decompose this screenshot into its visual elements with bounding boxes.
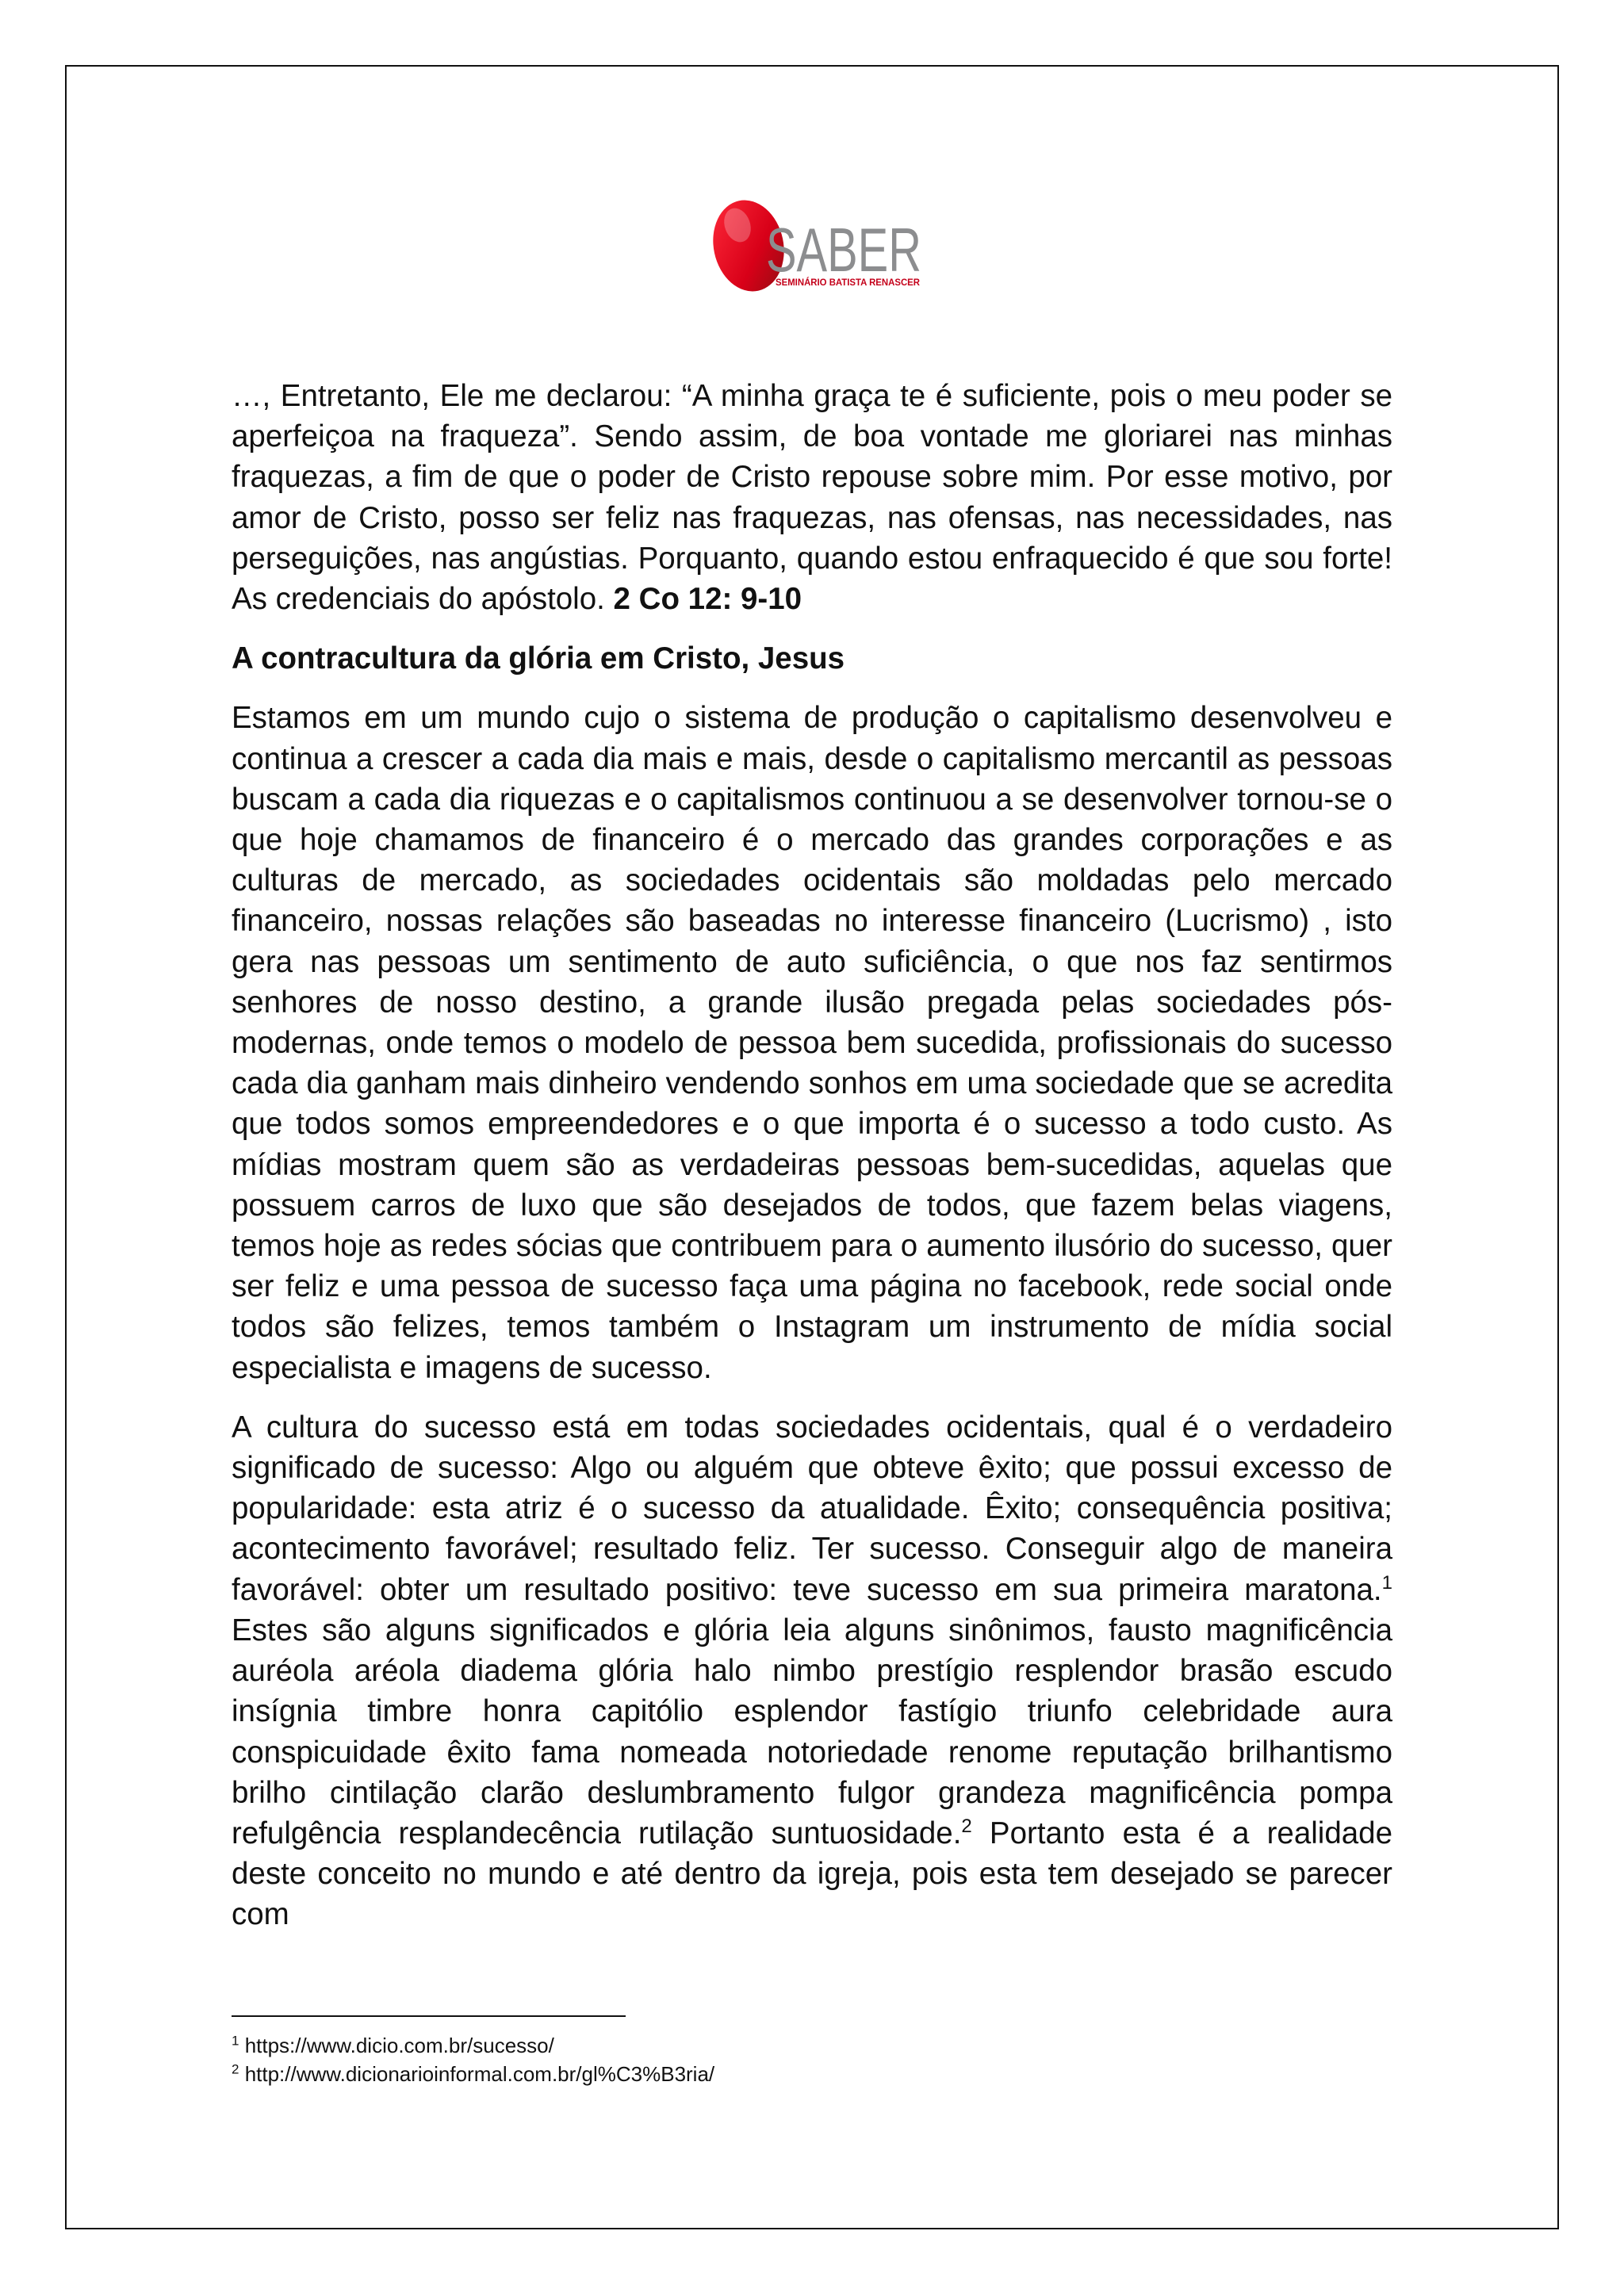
quote-reference: 2 Co 12: 9-10 (613, 582, 802, 617)
bible-quote (232, 376, 1392, 619)
footnote-number-1: 1 (232, 2033, 239, 2049)
footnote-number-2: 2 (232, 2061, 239, 2077)
paragraph-2-part-1: A cultura do sucesso está em todas sociedades ocidentais, qual é o verdadeiro significado de sucesso: Algo ou alguém que obteve êxito; que possui excesso de popularidade: esta atriz é o sucesso da atualidade. Êxito; consequência positiva; acontecimento favorável; resultado feliz. Ter sucesso. Conseguir algo de maneira favorável: obter um resultado positivo: teve sucesso em sua primeira maratona. (232, 1410, 1392, 1607)
paragraph-2-part-2: Estes são alguns significados e glória leia alguns sinônimos, fausto magnificência auréola aréola diadema glória halo nimbo prestígio resplendor brasão escudo insígnia timbre honra capitólio esplendor fastígio triunfo celebridade aura conspicuidade êxito fama nomeada notoriedade renome reputação brilhantismo brilho cintilação clarão deslumbramento fulgor grandeza magnificência pompa refulgência resplandecência rutilação suntuosidade. (232, 1613, 1392, 1850)
footnote-link-2[interactable]: http://www.dicionarioinformal.com.br/gl%C3%B3ria/ (239, 2062, 715, 2086)
logo-wordmark: SABER (766, 215, 921, 285)
footnote-link-1[interactable]: https://www.dicio.com.br/sucesso/ (239, 2034, 554, 2057)
paragraph-2-part-3: Portanto esta é a realidade deste conceito no mundo e até dentro da igreja, pois esta tem desejado se parecer com (232, 1816, 1392, 1932)
paragraph-1: Estamos em um mundo cujo o sistema de produção o capitalismo desenvolveu e continua a crescer a cada dia mais e mais, desde o capitalismo mercantil as pessoas buscam a cada dia riquezas e o capitalismos continuou a se desenvolver tornou-se o que hoje chamamos de financeiro é o mercado das grandes corporações e as culturas de mercado, as sociedades ocidentais são moldadas pelo mercado financeiro, nossas relações são baseadas no interesse financeiro (Lucrismo) , isto gera nas pessoas um sentimento de auto suficiência, o que nos faz sentirmos senhores de nosso destino, a grande ilusão pregada pelas sociedades pós-modernas, onde temos o modelo de pessoa bem sucedida, profissionais do sucesso cada dia ganham mais dinheiro vendendo sonhos em uma sociedade que se acredita que todos somos empreendedores e o que importa é o sucesso a todo custo. As mídias mostram quem são as verdadeiras pessoas bem-sucedidas, aquelas que possuem carros de luxo que são desejados de todos, que fazem belas viagens, temos hoje as redes sócias que contribuem para o aumento ilusório do sucesso, quer ser feliz e uma pessoa de sucesso faça uma página no facebook, rede social onde todos são felizes, temos também o Instagram um instrumento de mídia social especialista e imagens de sucesso. (232, 701, 1392, 1385)
document-body (232, 376, 1392, 1954)
footnote-ref-2[interactable]: 2 (961, 1816, 972, 1838)
footnote-1 (232, 2031, 1262, 2060)
quote-text: …, Entretanto, Ele me declarou: “A minha graça te é suficiente, pois o meu poder se aperfeiçoa na fraqueza”. Sendo assim, de boa vontade me gloriarei nas minhas fraquezas, a fim de que o poder de Cristo repouse sobre mim. Por esse motivo, por amor de Cristo, posso ser feliz nas fraquezas, nas ofensas, nas necessidades, nas perseguições, nas angústias. Porquanto, quando estou enfraquecido é que sou forte! As credenciais do apóstolo. (232, 379, 1392, 617)
section-title: A contracultura da glória em Cristo, Jesus (232, 641, 845, 676)
footnote-ref-1[interactable]: 1 (1381, 1571, 1392, 1594)
footnote-separator (232, 2015, 626, 2017)
paragraph-2 (232, 1407, 1392, 1935)
saber-logo (699, 193, 929, 304)
footnote-2 (232, 2060, 1262, 2088)
logo-subtitle: SEMINÁRIO BATISTA RENASCER (776, 277, 928, 288)
footnotes (232, 2031, 1262, 2088)
